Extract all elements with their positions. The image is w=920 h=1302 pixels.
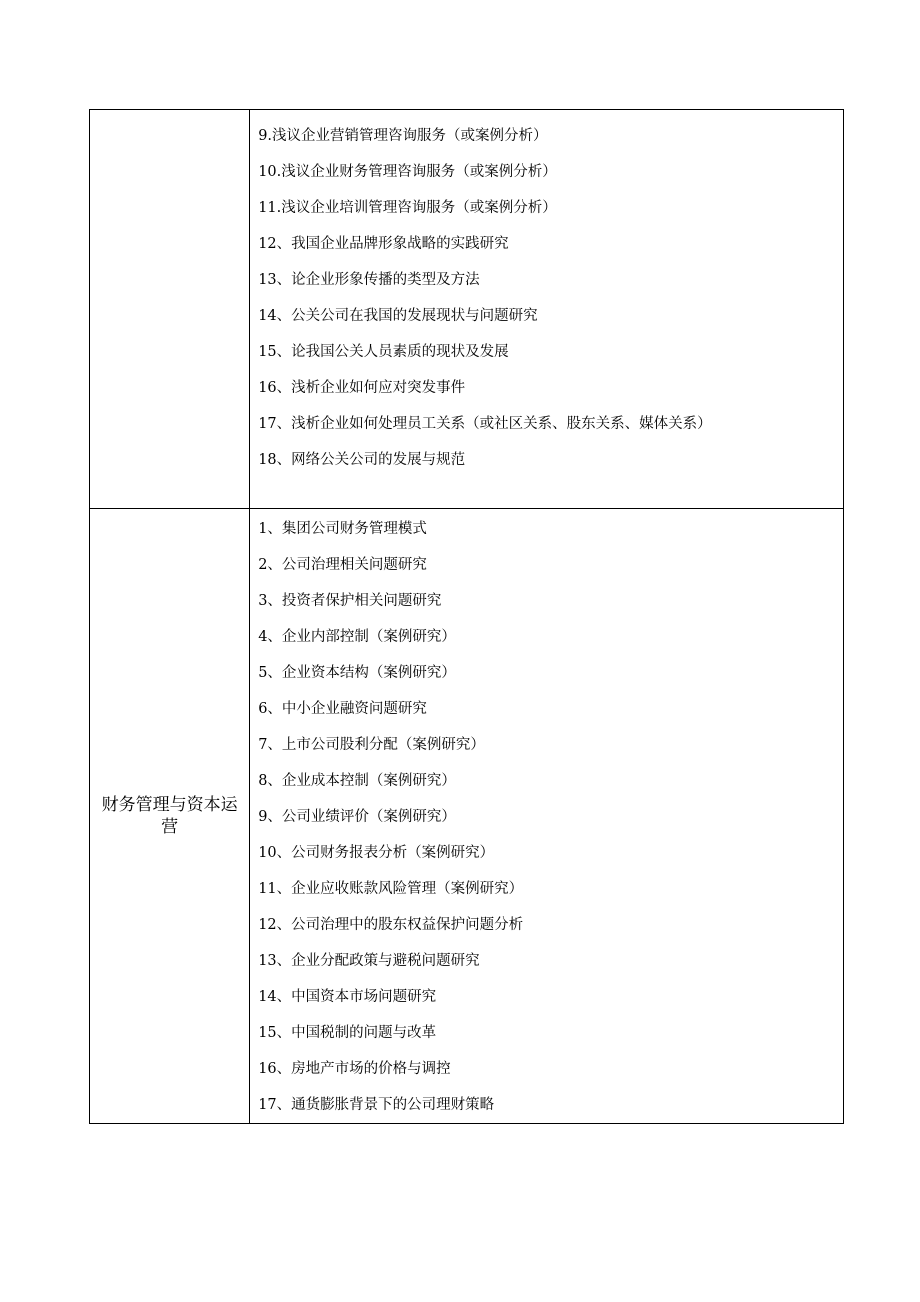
list-item: 14、公关公司在我国的发展现状与问题研究 xyxy=(258,308,538,324)
list-item: 14、中国资本市场问题研究 xyxy=(258,989,437,1005)
table-row xyxy=(90,110,844,509)
category-cell xyxy=(90,509,250,1124)
list-item: 9.浅议企业营销管理咨询服务（或案例分析） xyxy=(258,128,548,144)
list-item: 18、网络公关公司的发展与规范 xyxy=(258,452,466,468)
list-item: 8、企业成本控制（案例研究） xyxy=(258,773,456,789)
list-item: 15、论我国公关人员素质的现状及发展 xyxy=(258,344,509,360)
table-row xyxy=(90,509,844,1124)
list-item: 10、公司财务报表分析（案例研究） xyxy=(258,845,495,861)
list-item: 3、投资者保护相关问题研究 xyxy=(258,593,442,609)
category-cell xyxy=(90,110,250,509)
list-item: 17、浅析企业如何处理员工关系（或社区关系、股东关系、媒体关系） xyxy=(258,416,712,432)
list-item: 12、公司治理中的股东权益保护问题分析 xyxy=(258,917,524,933)
topics-cell xyxy=(250,509,844,1124)
list-item: 16、浅析企业如何应对突发事件 xyxy=(258,380,466,396)
list-item: 11、企业应收账款风险管理（案例研究） xyxy=(258,881,524,897)
category-label: 财务管理与资本运营 xyxy=(101,795,238,837)
topic-list xyxy=(250,110,843,478)
list-item: 16、房地产市场的价格与调控 xyxy=(258,1061,451,1077)
list-item: 2、公司治理相关问题研究 xyxy=(258,557,427,573)
list-item: 17、通货膨胀背景下的公司理财策略 xyxy=(258,1097,495,1113)
list-item: 1、集团公司财务管理模式 xyxy=(258,521,427,537)
list-item: 13、论企业形象传播的类型及方法 xyxy=(258,272,480,288)
list-item: 5、企业资本结构（案例研究） xyxy=(258,665,456,681)
list-item: 9、公司业绩评价（案例研究） xyxy=(258,809,456,825)
list-item: 10.浅议企业财务管理咨询服务（或案例分析） xyxy=(258,164,557,180)
list-item: 12、我国企业品牌形象战略的实践研究 xyxy=(258,236,509,252)
list-item: 11.浅议企业培训管理咨询服务（或案例分析） xyxy=(258,200,557,216)
list-item: 13、企业分配政策与避税问题研究 xyxy=(258,953,480,969)
list-item: 6、中小企业融资问题研究 xyxy=(258,701,427,717)
list-item: 4、企业内部控制（案例研究） xyxy=(258,629,456,645)
topics-cell xyxy=(250,110,844,509)
topic-list xyxy=(250,509,843,1123)
topics-table xyxy=(89,109,844,1124)
list-item: 15、中国税制的问题与改革 xyxy=(258,1025,437,1041)
list-item: 7、上市公司股利分配（案例研究） xyxy=(258,737,485,753)
